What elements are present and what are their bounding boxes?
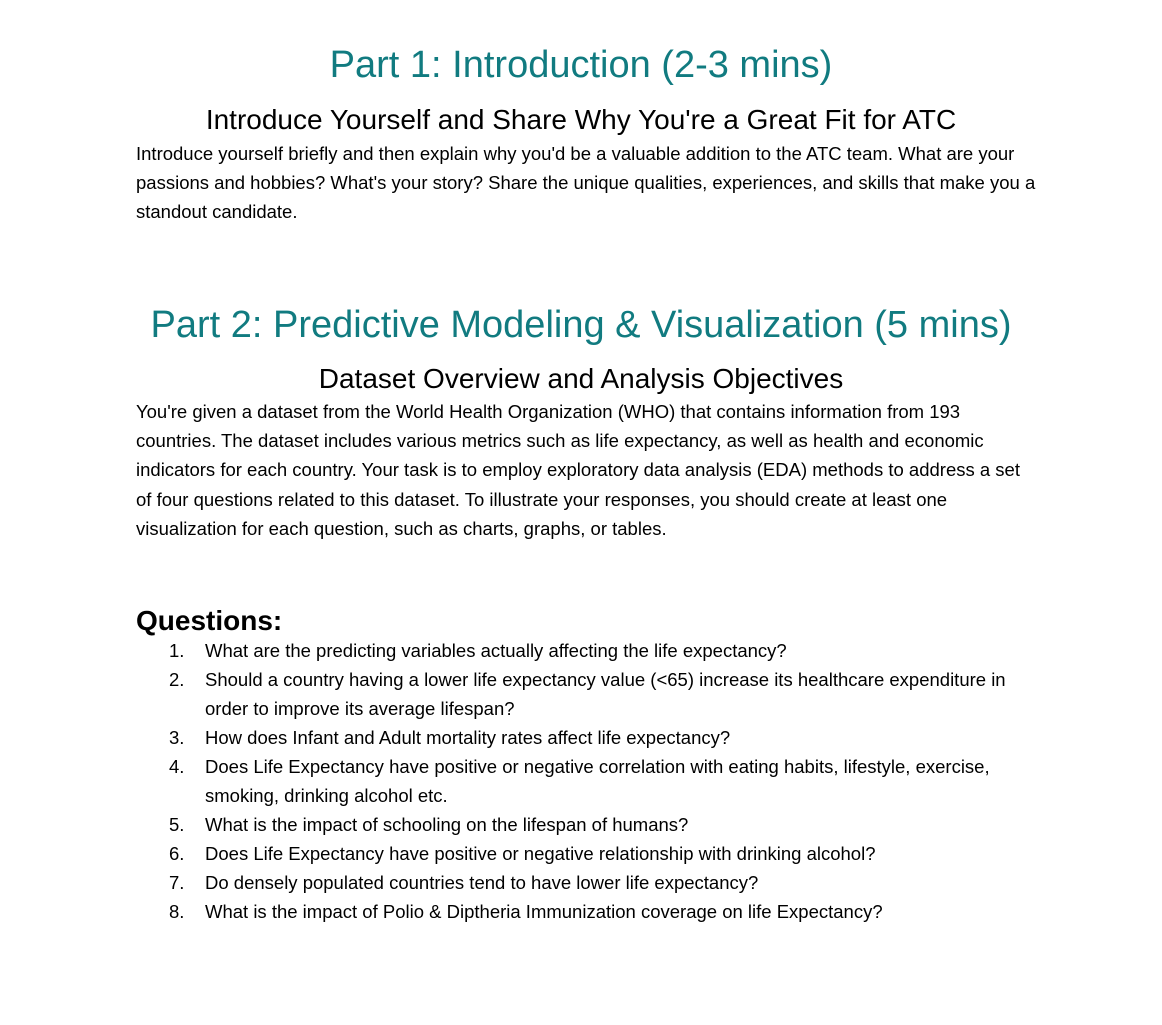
part2-body: You're given a dataset from the World Health Organization (WHO) that contains information from 193 countries. The dataset includes various metrics such as life expectancy, as well as health and economic indicators for each country. Your task is to employ exploratory data analysis (EDA) methods to address a set of four questions related to this dataset. To illustrate your responses, you should create at least one visualization for each question, such as charts, graphs, or tables. bbox=[136, 401, 1020, 539]
question-item bbox=[136, 839, 1016, 868]
question-text: Should a country having a lower life expectancy value (<65) increase its healthcare expenditure in order to improve its average lifespan? bbox=[205, 669, 1006, 719]
question-text: Does Life Expectancy have positive or negative relationship with drinking alcohol? bbox=[205, 843, 876, 864]
question-number: 1. bbox=[169, 640, 185, 661]
question-item bbox=[136, 810, 1016, 839]
questions-list bbox=[136, 636, 1016, 926]
part2-subtitle: Dataset Overview and Analysis Objectives bbox=[318, 363, 844, 394]
question-number: 7. bbox=[169, 872, 185, 893]
part1-body: Introduce yourself briefly and then explain why you'd be a valuable addition to the ATC team. What are your passions and hobbies? What's your story? Share the unique qualities, experiences, and skills that make you a standout candidate. bbox=[136, 143, 1036, 223]
question-text: Do densely populated countries tend to have lower life expectancy? bbox=[205, 872, 759, 893]
question-item bbox=[136, 868, 1016, 897]
question-text: How does Infant and Adult mortality rates affect life expectancy? bbox=[205, 727, 731, 748]
part1-title: Part 1: Introduction (2-3 mins) bbox=[329, 44, 833, 86]
question-number: 5. bbox=[169, 814, 185, 835]
question-number: 6. bbox=[169, 843, 185, 864]
part2-title: Part 2: Predictive Modeling & Visualization (5 mins) bbox=[150, 304, 1012, 346]
part1-subtitle: Introduce Yourself and Share Why You're a Great Fit for ATC bbox=[205, 104, 957, 135]
question-text: What are the predicting variables actually affecting the life expectancy? bbox=[205, 640, 787, 661]
question-item bbox=[136, 752, 1016, 810]
question-item bbox=[136, 723, 1016, 752]
question-number: 8. bbox=[169, 901, 185, 922]
question-text: What is the impact of Polio & Diptheria Immunization coverage on life Expectancy? bbox=[205, 901, 883, 922]
question-number: 4. bbox=[169, 756, 185, 777]
question-number: 2. bbox=[169, 669, 185, 690]
question-item bbox=[136, 636, 1016, 665]
question-item bbox=[136, 897, 1016, 926]
question-number: 3. bbox=[169, 727, 185, 748]
question-text: Does Life Expectancy have positive or negative correlation with eating habits, lifestyle, exercise, smoking, drinking alcohol etc. bbox=[205, 756, 990, 806]
question-item bbox=[136, 665, 1016, 723]
questions-heading: Questions: bbox=[136, 605, 283, 636]
question-text: What is the impact of schooling on the lifespan of humans? bbox=[205, 814, 689, 835]
